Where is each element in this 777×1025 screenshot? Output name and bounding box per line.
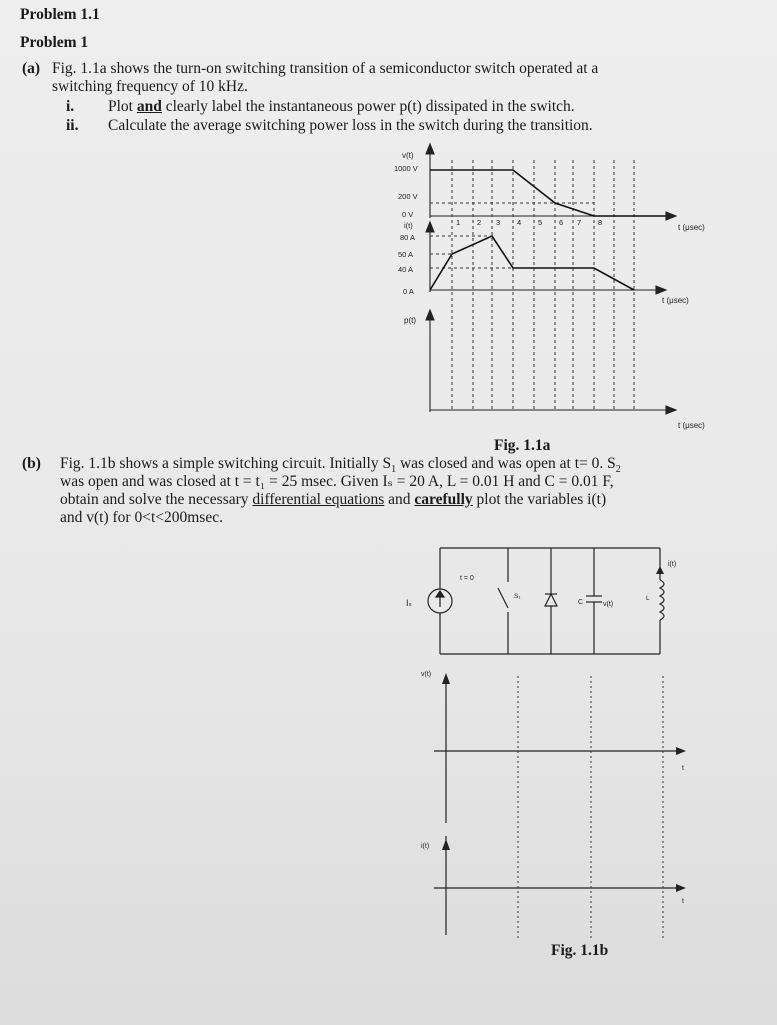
inductor: [660, 580, 664, 620]
time-tick-1: 1: [456, 218, 461, 227]
it-axis-label: i(t): [421, 843, 430, 850]
switch-s1: [498, 588, 508, 608]
fig-1-1a-caption: Fig. 1.1a: [494, 437, 551, 454]
l-label: L: [646, 595, 650, 602]
part-b-line4: and v(t) for 0<t<200msec.: [60, 509, 223, 526]
part-a-line1: Fig. 1.1a shows the turn-on switching transition of a semiconductor switch operated at a: [52, 60, 599, 77]
is-label: Iₛ: [406, 598, 412, 608]
part-b-label: (b): [22, 455, 41, 472]
t-label-i: t (μsec): [662, 296, 689, 305]
t-label-p: t (μsec): [678, 421, 705, 430]
i-tick-80: 80 A: [400, 233, 416, 242]
v-tick-1000: 1000 V: [394, 164, 418, 173]
time-tick-5: 5: [538, 218, 543, 227]
vt-t-label: t: [682, 765, 684, 772]
c-label: C: [578, 599, 584, 606]
i-axis-label: i(t): [404, 221, 413, 230]
inductor-current-arrow: [656, 566, 664, 574]
fig-1-1b-caption: Fig. 1.1b: [551, 942, 609, 959]
v-label: v(t): [603, 601, 614, 608]
part-b-line2: was open and was closed at t = t₁ = 25 msec. Given Iₛ = 20 A, L = 0.01 H and C = 0.01 F,: [60, 473, 614, 490]
vt-axis-label: v(t): [421, 671, 432, 678]
i-tick-40: 40 A: [398, 265, 414, 274]
switch-time-label: t = 0: [460, 575, 474, 582]
il-label: i(t): [668, 561, 677, 568]
fig-1-1b-gridlines: [518, 676, 663, 940]
time-tick-3: 3: [496, 218, 501, 227]
it-t-label: t: [682, 898, 684, 905]
item-i-num: i.: [66, 98, 75, 115]
part-b-line1: Fig. 1.1b shows a simple switching circuit. Initially $S_1$ was closed and was open at t= 0. $S_2$: [60, 455, 621, 476]
part-a-label: (a): [22, 60, 41, 77]
time-tick-4: 4: [517, 218, 522, 227]
item-ii-text: Calculate the average switching power loss in the switch during the transition.: [108, 117, 593, 134]
v-tick-200: 200 V: [398, 192, 418, 201]
time-tick-7: 7: [577, 218, 582, 227]
t-label-v: t (μsec): [678, 223, 705, 232]
part-b-line3: obtain and solve the necessary differential equations and carefully plot the variables i(t): [60, 491, 607, 508]
i-tick-0: 0 A: [403, 287, 414, 296]
problem-code: Problem 1.1: [20, 6, 100, 23]
part-a-line2: switching frequency of 10 kHz.: [52, 78, 248, 95]
v-axis-label: v(t): [402, 151, 414, 160]
time-tick-8: 8: [598, 218, 603, 227]
v-tick-0: 0 V: [402, 210, 414, 219]
item-ii-num: ii.: [66, 117, 79, 134]
p-axis-label: p(t): [404, 316, 416, 325]
i-tick-50: 50 A: [398, 250, 414, 259]
time-tick-2: 2: [477, 218, 482, 227]
s1-label: S₁: [514, 593, 521, 600]
diode: [545, 594, 557, 606]
item-i-text: Plot and clearly label the instantaneous power p(t) dissipated in the switch.: [108, 98, 575, 115]
time-tick-6: 6: [559, 218, 564, 227]
problem-title: Problem 1: [20, 34, 89, 51]
